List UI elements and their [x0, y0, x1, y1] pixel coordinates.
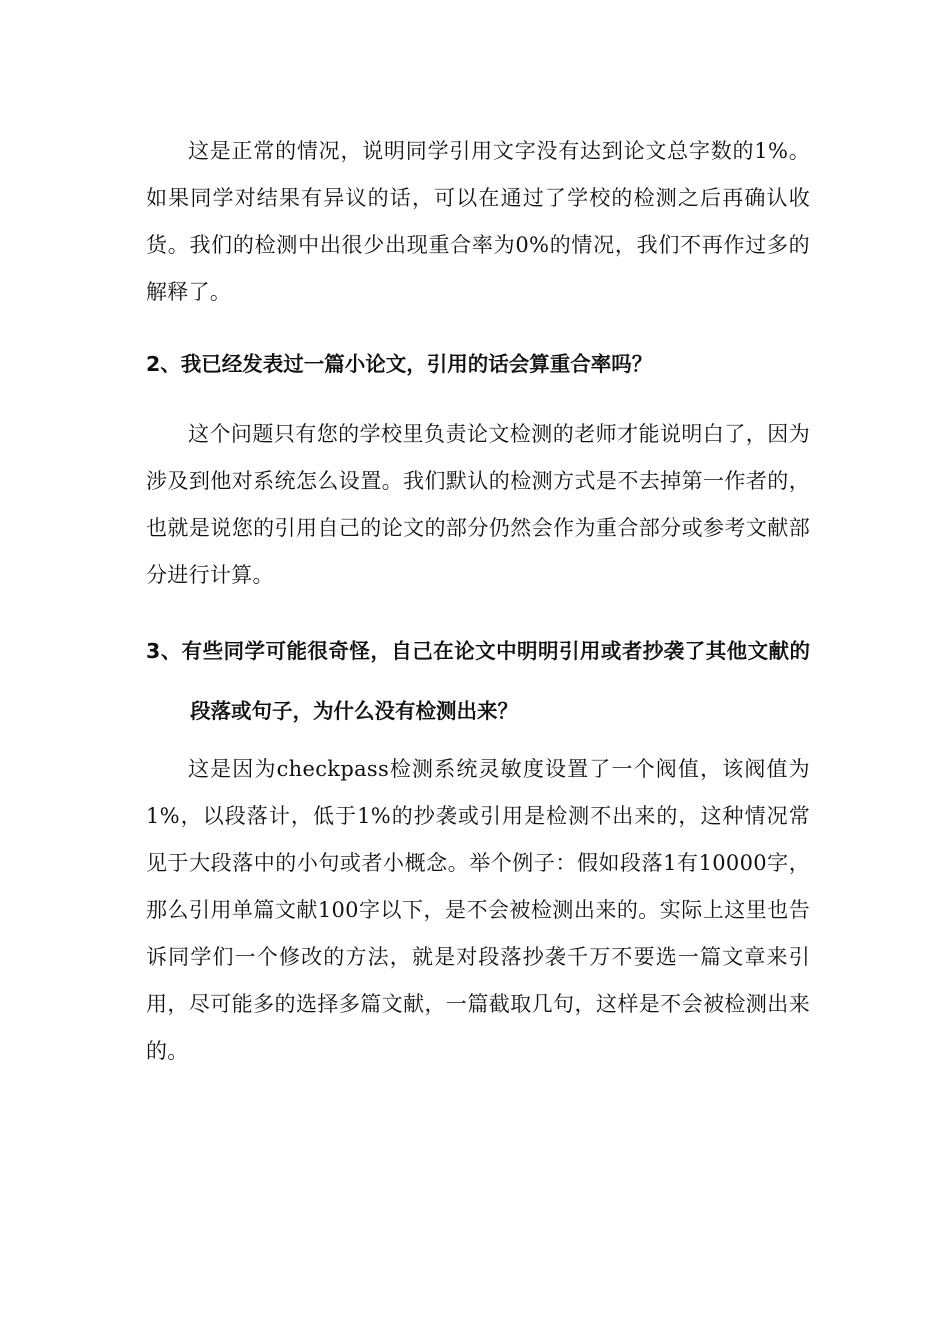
paragraph-threshold-answer: 这是因为checkpass检测系统灵敏度设置了一个阀值，该阀值为1%，以段落计，低于1%的抄袭或引用是检测不出来的，这种情况常见于大段落中的小句或者小概念。举个例子：假如段落1有10000字，那么引用单篇文献100字以下，是不会被检测出来的。实际上这里也告诉同学们一个修改的方法，就是对段落抄袭千万不要选一篇文章来引用，尽可能多的选择多篇文献，一篇截取几句，这样是不会被检测出来的。: [146, 757, 810, 1063]
question-heading-3: 3、有些同学可能很奇怪，自己在论文中明明引用或者抄袭了其他文献的段落或句子，为什么没有检测出来？: [146, 639, 810, 723]
document-body: [146, 128, 810, 1075]
paragraph-self-citation-answer: 这个问题只有您的学校里负责论文检测的老师才能说明白了，因为涉及到他对系统怎么设置。我们默认的检测方式是不去掉第一作者的，也就是说您的引用自己的论文的部分仍然会作为重合部分或参考文献部分进行计算。: [146, 422, 810, 587]
paragraph-zero-rate-explanation: 这是正常的情况，说明同学引用文字没有达到论文总字数的1%。如果同学对结果有异议的话，可以在通过了学校的检测之后再确认收货。我们的检测中出很少出现重合率为0%的情况，我们不再作过多的解释了。: [146, 139, 810, 304]
question-heading-2: 2、我已经发表过一篇小论文，引用的话会算重合率吗？: [146, 352, 653, 376]
